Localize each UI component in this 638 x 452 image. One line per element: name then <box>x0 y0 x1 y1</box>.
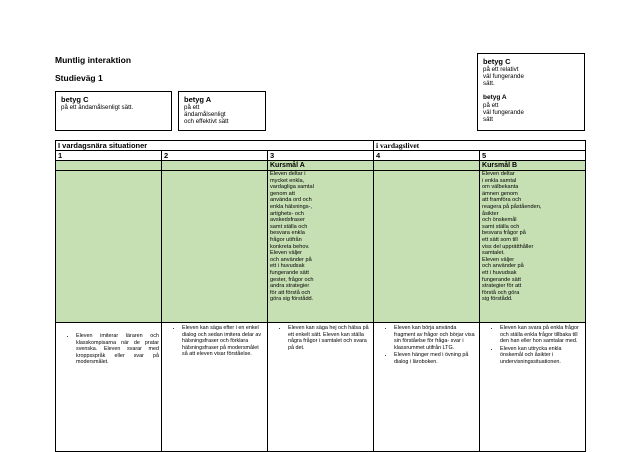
kursmal-a-heading: Kursmål A <box>268 161 374 171</box>
list-item: • Eleven kan uttrycka enkla önskemål och åsikter i undervisningssituationen. <box>500 346 583 366</box>
examples-level-4 <box>374 323 480 452</box>
level-1: 1 <box>56 151 162 161</box>
context-right: i vardagslivet <box>374 141 586 151</box>
level-5: 5 <box>480 151 586 161</box>
green-cell <box>374 161 480 171</box>
list-item: • Eleven kan säga efter i en enkel dialog och sedan imitera delar av hälsningsfraser och förklara hälsningsfraser på modersmålet så att eleven visar förståelse. <box>182 325 265 358</box>
examples-level-3 <box>268 323 374 452</box>
grade-box-heading: betyg C <box>483 57 511 66</box>
green-cell <box>56 161 162 171</box>
grade-box-c-left <box>55 91 172 131</box>
level-4: 4 <box>374 151 480 161</box>
grade-box-text: på ett väl fungerande sätt <box>483 101 524 124</box>
list-item: • Eleven kan börja använda fragment av frågor och börjar visa sin förståelse för fråga- svar i klassrummet utifrån LTG. <box>394 325 477 351</box>
examples-level-2 <box>162 323 268 452</box>
green-cell <box>162 171 268 323</box>
page-subtitle: Studieväg 1 <box>55 73 103 83</box>
list-item: • Eleven imiterar läraren och klasskompisarna när de pratar svenska. Eleven svarar med kroppsspråk eller svar på modersmålet. <box>76 333 159 366</box>
level-2: 2 <box>162 151 268 161</box>
list-item: • Eleven kan säga hej och hälsa på ett enkelt sätt. Eleven kan ställa några frågor i samtalet och svara på det. <box>288 325 371 351</box>
grade-box-a-mid <box>178 91 266 131</box>
green-cell <box>374 171 480 323</box>
kursmal-b-heading: Kursmål B <box>480 161 586 171</box>
kursmal-header-row <box>56 161 586 171</box>
context-row <box>56 141 586 151</box>
grade-box-right <box>477 53 585 131</box>
level-3: 3 <box>268 151 374 161</box>
green-cell <box>162 161 268 171</box>
page-title: Muntlig interaktion <box>55 55 132 65</box>
grade-box-heading: betyg C <box>61 95 89 104</box>
grade-box-heading: betyg A <box>483 93 507 101</box>
examples-row <box>56 323 586 452</box>
grade-box-heading: betyg A <box>184 95 212 104</box>
kursmal-b-text: Eleven deltar i enkla samtal om välbekanta ämnen genom att framföra och reagera på påståenden, åsikter och önskemål samt ställa och besvara frågor på ett sätt som till viss del upprätthåller samtalet. Eleven väljer och använder på ett i huvudsak fungerande sätt strategier för att förstå och göra sig förstådd. <box>480 171 586 323</box>
grade-box-text: på ett relativt väl fungerande sätt. <box>483 66 524 88</box>
grade-box-text: på ett ändamålsenligt sätt. <box>61 104 134 111</box>
list-item: • Eleven kan svara på enkla frågor och ställa enkla frågor tillbaka till den han eller hon samtalar med. <box>500 325 583 345</box>
context-left: I vardagsnära situationer <box>56 141 374 151</box>
examples-level-5 <box>480 323 586 452</box>
grade-box-text: på ett ändamålsenligt och effektivt sätt <box>184 104 229 126</box>
progression-table <box>55 140 586 452</box>
green-cell <box>56 171 162 323</box>
examples-level-1 <box>56 323 162 452</box>
list-item: • Eleven hänger med i övning på dialog i läroboken. <box>394 352 477 365</box>
level-row <box>56 151 586 161</box>
kursmal-a-text: Eleven deltar i mycket enkla, vardagliga samtal genom att använda ord och enkla hälsnings-, artighets- och avskedsfraser samt ställa och besvara enkla frågor utifrån konkreta behov. Eleven väljer och använder på ett i huvudsak fungerande sätt gester, frågor och andra strategier för att förstå och göra sig förstådd. <box>268 171 374 323</box>
kursmal-text-row <box>56 171 586 323</box>
